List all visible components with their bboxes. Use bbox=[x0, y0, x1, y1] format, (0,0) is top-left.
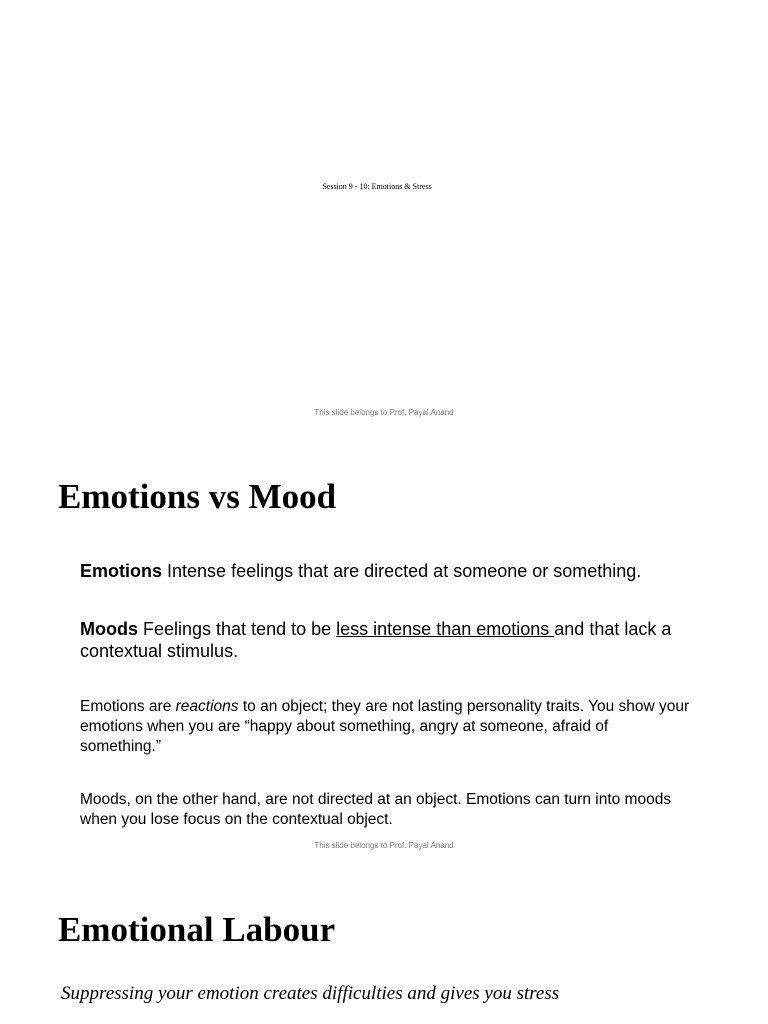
reactions-emphasis: reactions bbox=[175, 698, 239, 715]
emotional-labour-quote: Suppressing your emotion creates difficulties and gives you stress bbox=[61, 983, 560, 1004]
moods-paragraph: Moods, on the other hand, are not directed at an object. Emotions can turn into moods when you lose focus on the contextual object. bbox=[80, 791, 672, 828]
emotions-definition bbox=[80, 560, 690, 582]
footer-note: This slide belongs to Prof. Payal Anand bbox=[314, 841, 454, 850]
moods-definition-text-start: Feelings that tend to be bbox=[138, 619, 337, 639]
paragraph-text-end: to an object; they are not lasting personality traits. You show your emotions when you are “happy about something, angry at someone, afraid of something.” bbox=[80, 698, 690, 755]
slide-heading-emotional-labour: Emotional Labour bbox=[58, 910, 336, 949]
paragraph-text-start: Emotions are bbox=[80, 698, 176, 715]
moods-definition-text-end: and that lack a contextual stimulus. bbox=[80, 619, 672, 661]
emotions-definition-text: Intense feelings that are directed at someone or something. bbox=[162, 561, 642, 581]
moods-definition bbox=[80, 618, 690, 662]
session-title: Session 9 - 10: Emotions & Stress bbox=[322, 182, 432, 191]
footer-note: This slide belongs to Prof. Payal Anand bbox=[314, 408, 454, 417]
emotions-term: Emotions bbox=[80, 561, 163, 581]
moods-term: Moods bbox=[80, 619, 138, 639]
emotions-reactions-paragraph bbox=[80, 697, 690, 757]
slide-heading-emotions-vs-mood: Emotions vs Mood bbox=[58, 477, 337, 516]
moods-definition-underlined: less intense than emotions bbox=[336, 619, 555, 639]
